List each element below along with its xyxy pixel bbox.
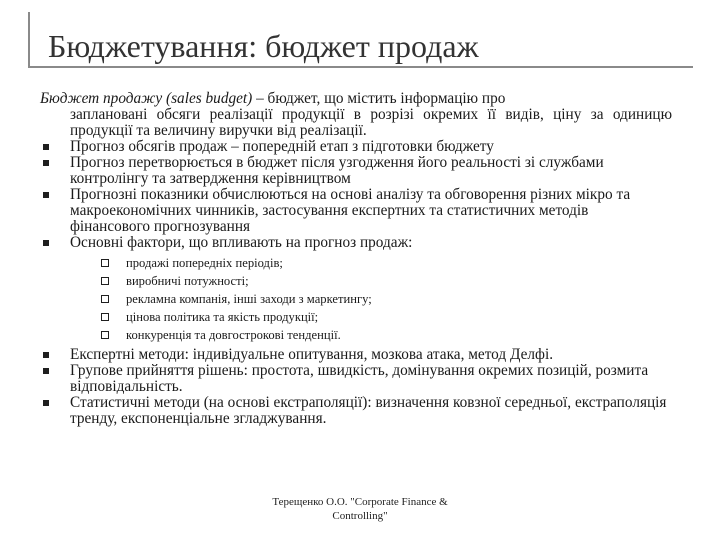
square-bullet-icon [43,352,49,358]
intro-paragraph [40,91,672,139]
list-item-text: Основні фактори, що впливають на прогноз продаж: [70,234,413,251]
sub-list-item-text: продажі попередніх періодів; [126,256,283,270]
slide-content [40,91,672,427]
sub-list-item [70,326,672,344]
hollow-square-bullet-icon [101,313,109,321]
sub-list-item [70,290,672,308]
intro-rest: заплановані обсяги реалізації продукції в розрізі окремих її видів, ціну за одиницю продукції та величину виручки від реалізації. [70,106,672,139]
list-item [40,155,672,187]
list-item [40,363,672,395]
sub-list-item-text: виробничі потужності; [126,274,249,288]
sub-list-item-text: рекламна компанія, інші заходи з маркетингу; [126,292,372,306]
square-bullet-icon [43,368,49,374]
list-item [40,235,672,344]
sub-list-item-text: цінова політика та якість продукції; [126,310,319,324]
bullet-list [40,139,672,427]
hollow-square-bullet-icon [101,277,109,285]
footer-credit [230,495,490,523]
square-bullet-icon [43,160,49,166]
title-frame-horizontal-line [28,66,693,68]
hollow-square-bullet-icon [101,295,109,303]
hollow-square-bullet-icon [101,331,109,339]
list-item-text: Прогнозні показники обчислюються на основі аналізу та обговорення різних мікро та макроекономічних чинників, застосування експертних та статистичних методів фінансового прогнозування [70,186,631,235]
sub-list-item [70,272,672,290]
sub-list-item [70,308,672,326]
sub-bullet-list [70,254,672,344]
slide-title: Бюджетування: бюджет продаж [48,28,479,64]
list-item-text: Статистичні методи (на основі екстраполяції): визначення ковзної середньої, екстраполяція тренду, експоненціальне згладжування. [70,394,667,427]
list-item-text: Групове прийняття рішень: простота, швидкість, домінування окремих позицій, розмита відповідальність. [70,362,649,395]
square-bullet-icon [43,400,49,406]
square-bullet-icon [43,240,49,246]
footer-line-2: Controlling" [332,510,388,522]
list-item [40,187,672,235]
intro-dash: – бюджет, що містить інформацію про [252,90,506,107]
square-bullet-icon [43,192,49,198]
list-item-text: Прогноз обсягів продаж – попередній етап з підготовки бюджету [70,138,494,155]
list-item-text: Прогноз перетворюється в бюджет після узгодження його реальності зі службами контролінгу та затвердження керівництвом [70,154,604,187]
footer-line-1: Терещенко О.О. "Corporate Finance & [272,496,448,508]
square-bullet-icon [43,144,49,150]
list-item-text: Експертні методи: індивідуальне опитування, мозкова атака, метод Делфі. [70,346,554,363]
list-item [40,139,672,155]
hollow-square-bullet-icon [101,259,109,267]
sub-list-item-text: конкуренція та довгостроковi тенденції. [126,328,341,342]
title-frame-vertical-line [28,12,30,67]
sub-list-item [70,254,672,272]
list-item [40,395,672,427]
list-item [40,347,672,363]
intro-lead: Бюджет продажу (sales budget) [40,90,253,107]
